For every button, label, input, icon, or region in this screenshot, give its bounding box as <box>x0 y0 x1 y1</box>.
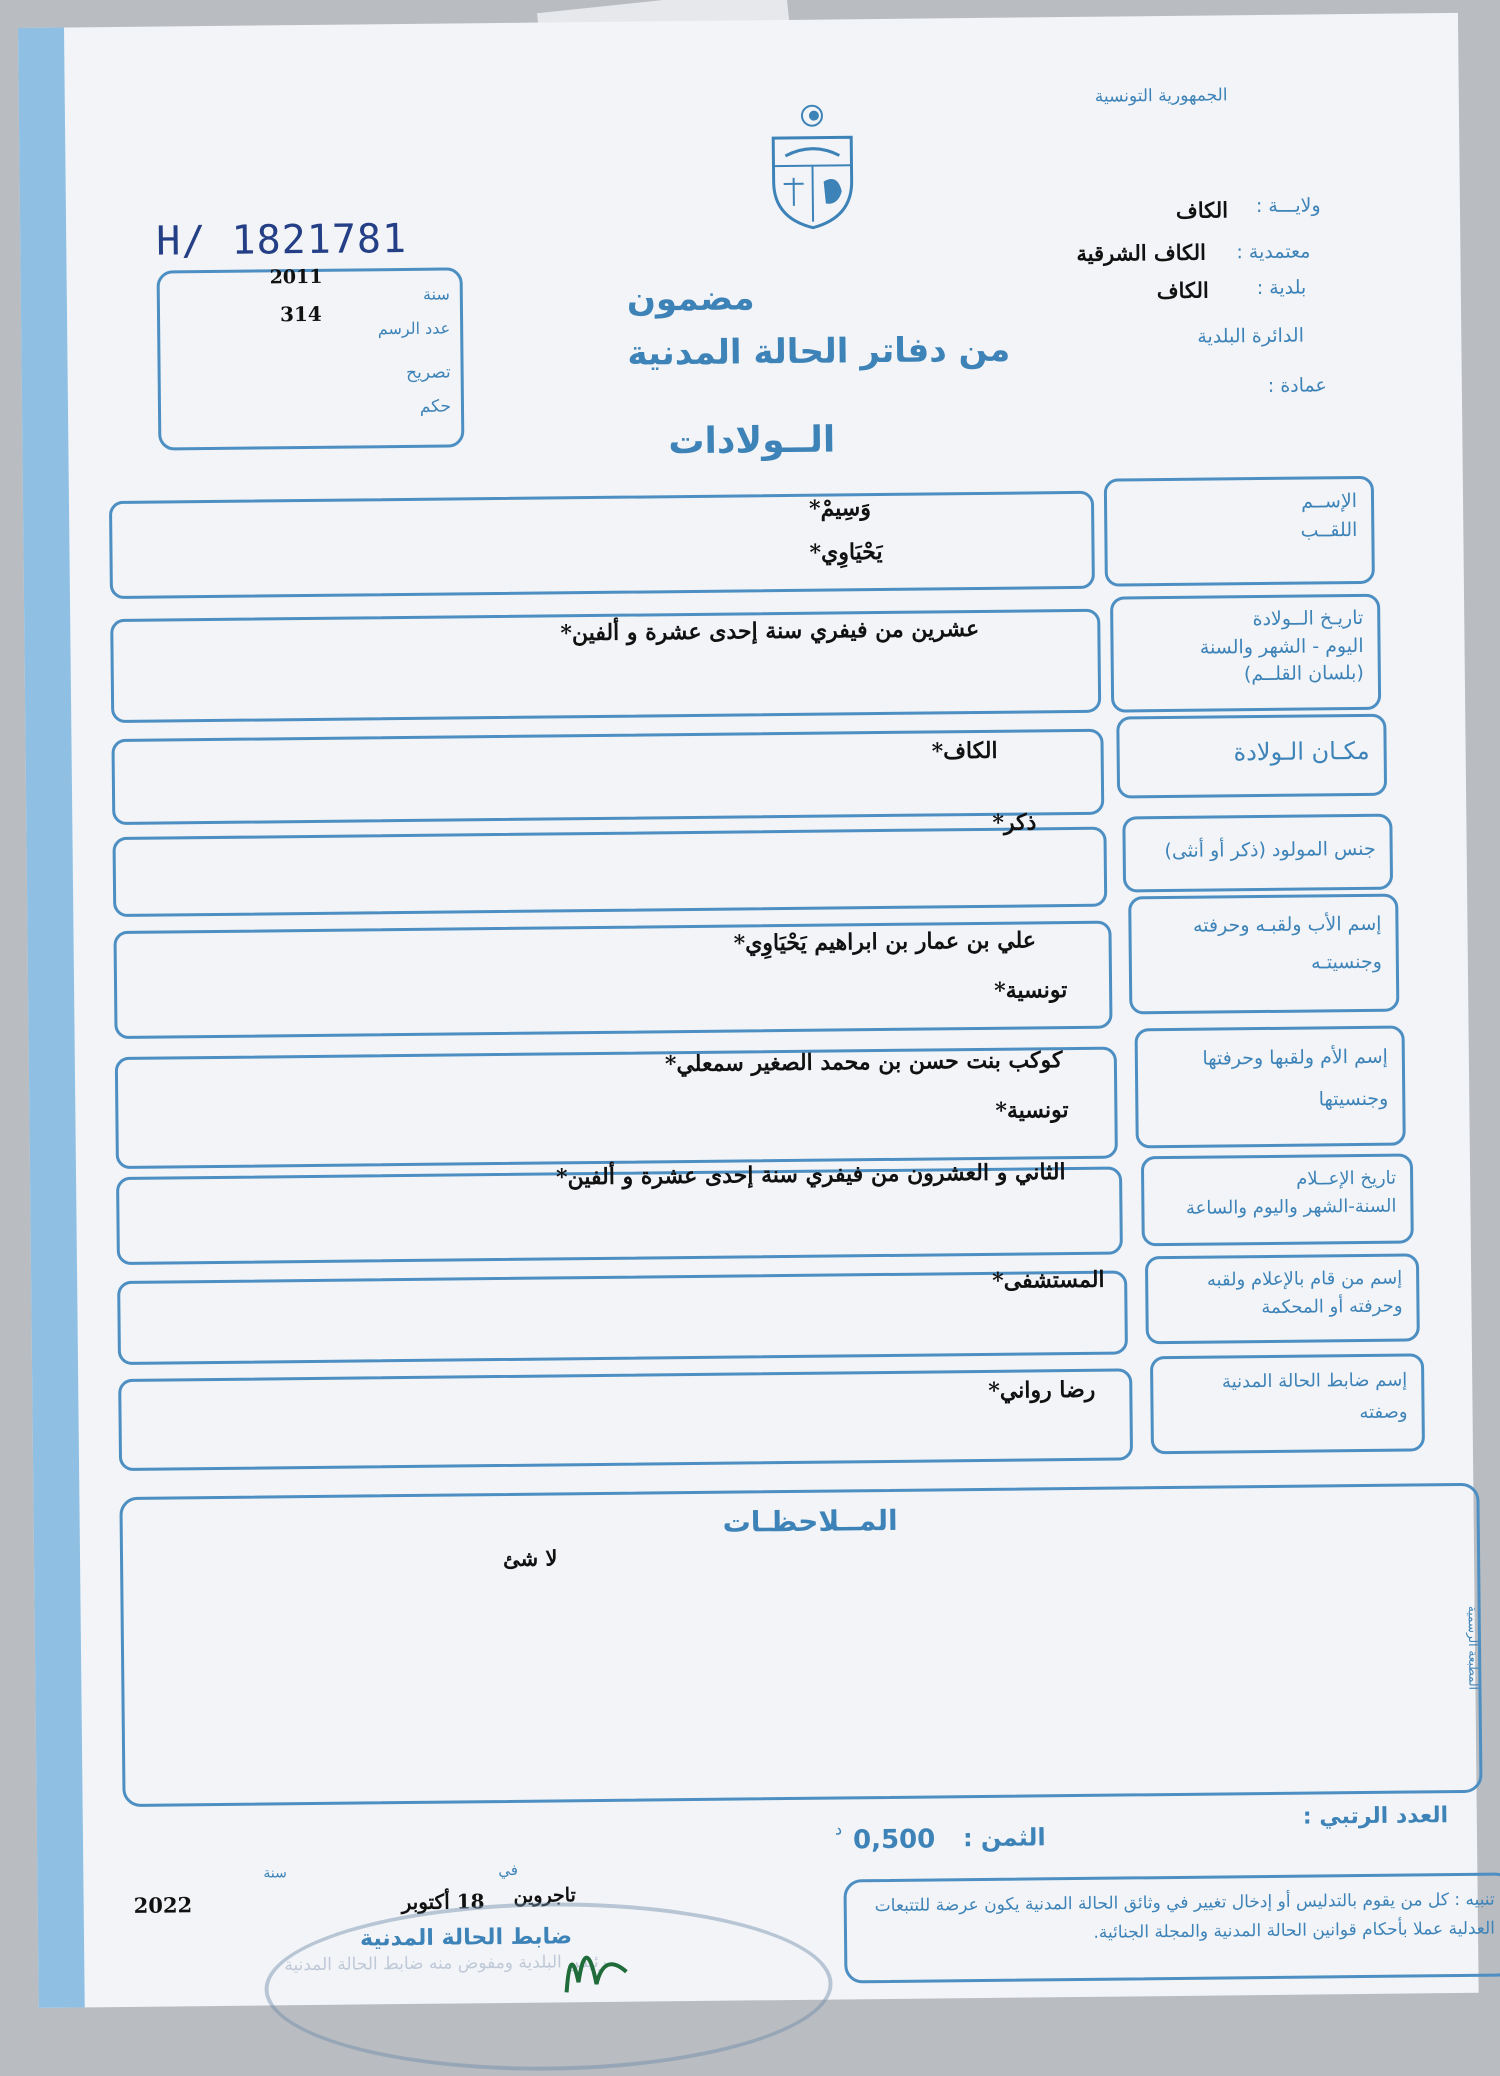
sex-label: جنس المولود (ذكر أو أنثى) <box>1140 835 1376 867</box>
register-number-label: عدد الرسم <box>378 318 451 338</box>
declaration-date-label-line2: السنة-الشهر واليوم والساعة <box>1158 1193 1396 1223</box>
birth-date-label-line3: (بلسان القلــم) <box>1128 660 1364 690</box>
declarant-label-box <box>1145 1253 1420 1344</box>
in-label: في <box>498 1861 518 1879</box>
officer-signature-title: ضابط الحالة المدنية <box>360 1924 572 1951</box>
first-name-value: وَسِيمْ* <box>809 495 871 522</box>
father-nationality-value: تونسية* <box>994 977 1067 1004</box>
district-label: الدائرة البلدية <box>1197 325 1304 348</box>
notes-box <box>119 1483 1482 1807</box>
declarant-value: المستشفى* <box>992 1267 1105 1294</box>
declaration-date-value: الثاني و العشرون من فيفري سنة إحدى عشرة و ألفين* <box>556 1159 1066 1190</box>
register-year-label: سنة <box>423 284 450 303</box>
notes-value: لا شئ <box>503 1545 558 1571</box>
title-summary: مضمون <box>627 278 755 319</box>
serial-number: H/ 1821781 <box>156 216 407 265</box>
father-label-line1: إسم الأب ولقبـه وحرفته <box>1145 905 1381 945</box>
father-label-line2: وجنسيتـه <box>1146 943 1382 983</box>
register-judgment-label: حكم <box>420 396 451 416</box>
municipality-value: الكاف <box>1157 278 1209 304</box>
birth-place-label-box <box>1116 714 1387 799</box>
name-label-box <box>1104 476 1375 587</box>
officer-label-line1: إسم ضابط الحالة المدنية <box>1167 1365 1407 1400</box>
register-box <box>157 267 465 450</box>
mother-name-value: كوكب بنت حسن بن محمد الصغير سمعلي* <box>665 1047 1063 1077</box>
birth-date-value: عشرين من فيفري سنة إحدى عشرة و ألفين* <box>560 616 979 646</box>
notes-title: المــلاحظـات <box>723 1504 898 1539</box>
register-declaration-label: تصريح <box>406 362 451 382</box>
declarant-label-line2: وحرفته أو المحكمة <box>1162 1292 1402 1322</box>
register-year-value: 2011 <box>270 266 323 289</box>
tunisia-coat-of-arms-icon <box>765 101 860 232</box>
municipality-label: بلدية : <box>1257 277 1307 300</box>
official-printer-label: المطبعة الرسمية <box>1466 1606 1481 1690</box>
warning-text: تنبيه : كل من يقوم بالتدليس أو إدخال تغيير في وثائق الحالة المدنية يكون عرضة للتتبعات العدلية عملا بأحكام قوانين الحالة المدنية والمجلة الجنائية. <box>863 1886 1496 1950</box>
surname-value: يَحْيَاوِي* <box>809 539 882 566</box>
sex-label-box <box>1122 814 1393 893</box>
father-name-value: علي بن عمار بن ابراهيم يَحْيَاوِي* <box>733 927 1036 956</box>
birth-certificate <box>18 13 1479 2008</box>
officer-value-box <box>118 1368 1133 1471</box>
declaration-date-label-box <box>1141 1153 1414 1246</box>
official-stamp <box>264 1900 834 2074</box>
mother-label-line2: وجنسيتها <box>1152 1079 1388 1123</box>
officer-label-line2: وصفته <box>1167 1397 1407 1432</box>
surname-label: اللقــب <box>1121 516 1357 548</box>
name-value-box <box>109 491 1095 599</box>
warning-box <box>843 1872 1500 1983</box>
declaration-date-label-line1: تاريخ الإعــلام <box>1158 1165 1396 1195</box>
delegation-value: الكاف الشرقية <box>1076 240 1206 266</box>
handwritten-signature-icon <box>556 1922 637 2003</box>
sex-value: ذكر* <box>992 809 1036 835</box>
mother-label-box <box>1135 1026 1406 1149</box>
price-label: الثمن : <box>963 1823 1046 1852</box>
register-number-value: 314 <box>280 302 322 326</box>
serial-number-label: العدد الرتبي : <box>1303 1803 1449 1830</box>
birth-place-value: الكاف* <box>931 738 997 765</box>
name-label: الإســم <box>1121 487 1357 519</box>
wilaya-label: ولايـــة : <box>1256 194 1321 217</box>
officer-label-box <box>1150 1353 1425 1454</box>
officer-value: رضا رواني* <box>988 1377 1095 1404</box>
issue-place: تاجروين <box>513 1884 575 1907</box>
issue-year-label: سنة <box>263 1865 287 1881</box>
declarant-label-line1: إسم من قام بالإعلام ولقبه <box>1162 1265 1402 1295</box>
mother-label-line1: إسم الأم ولقبها وحرفتها <box>1152 1037 1388 1081</box>
declarant-value-box <box>117 1270 1128 1365</box>
price-value: 0,500 <box>853 1824 936 1855</box>
issue-day-month: 18 أكتوبر <box>402 1889 485 1914</box>
father-label-box <box>1128 894 1399 1015</box>
birth-date-label-line1: تاريـخ الــولادة <box>1127 605 1363 635</box>
republic-label: الجمهورية التونسية <box>1095 85 1228 106</box>
delegation-label: معتمدية : <box>1236 240 1310 263</box>
issue-year-value: 2022 <box>134 1892 193 1918</box>
title-civil-registers: من دفاتر الحالة المدنية <box>627 330 1010 374</box>
birth-date-label-line2: اليوم - الشهر والسنة <box>1127 632 1363 662</box>
sex-value-box <box>112 827 1107 917</box>
birth-date-label-box <box>1110 594 1381 713</box>
title-births: الــولادات <box>668 419 835 462</box>
mother-nationality-value: تونسية* <box>995 1097 1068 1124</box>
price-unit: د <box>835 1819 842 1838</box>
wilaya-value: الكاف <box>1176 197 1228 223</box>
stamp-text: رئيس البلدية ومفوض منه ضابط الحالة المدنية <box>284 1952 607 1975</box>
omda-label: عمادة : <box>1268 374 1327 397</box>
birth-place-label: مكـان الـولادة <box>1133 733 1369 773</box>
